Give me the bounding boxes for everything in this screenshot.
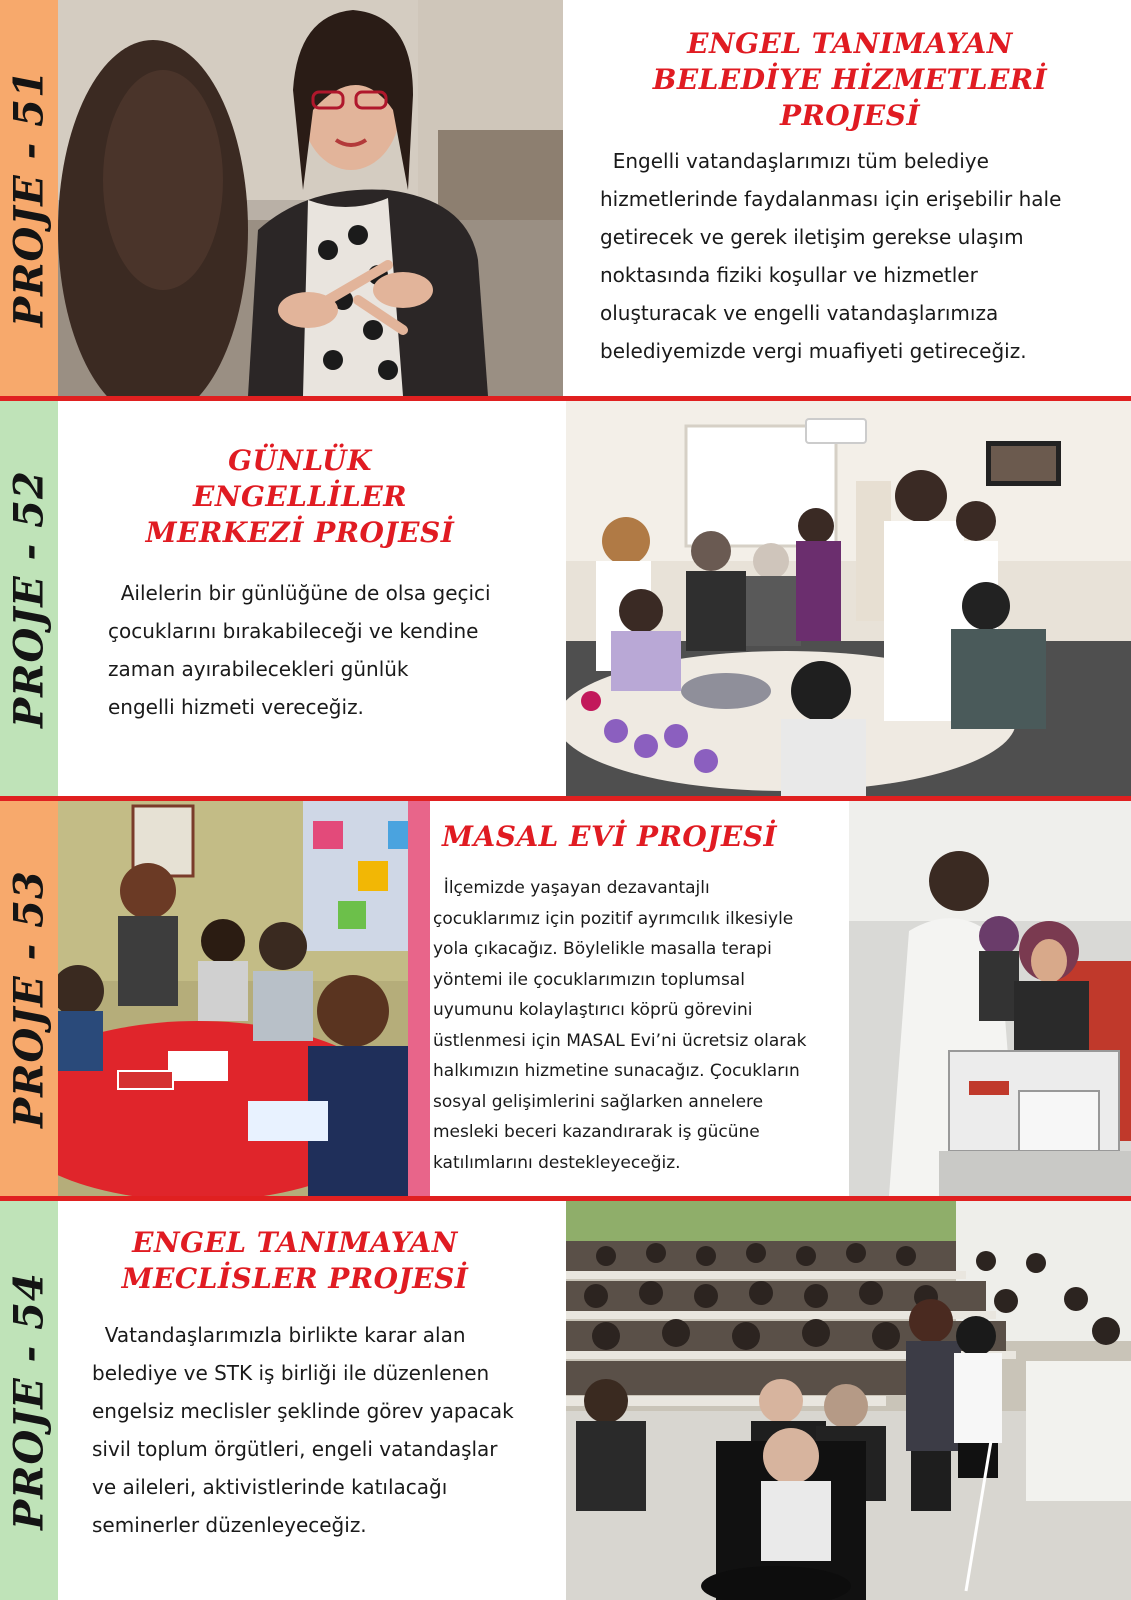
project-53-photo-sewing-workshop [849, 801, 1131, 1196]
project-52-tab [0, 401, 58, 796]
project-54-section [0, 1201, 1131, 1600]
project-53-tab-label: PROJE - 53 [5, 869, 53, 1128]
project-54-tab-label: PROJE - 54 [5, 1271, 53, 1530]
project-51-photo-sign-language [58, 0, 563, 396]
project-54-tab [0, 1201, 58, 1600]
project-51-tab-label: PROJE - 51 [5, 69, 53, 327]
project-52-title: GÜNLÜK ENGELLİLER MERKEZİ PROJESİ [145, 444, 455, 549]
project-52-section [0, 401, 1131, 796]
project-53-tab [0, 801, 58, 1196]
project-51-tab [0, 0, 58, 396]
project-52-tab-label: PROJE - 52 [5, 469, 53, 728]
project-54-description: Vatandaşlarımızla birlikte karar alan belediye ve STK iş birliği ile düzenlenen engelsiz meclisler şeklinde görev yapacak sivil toplum örgütleri, engeli vatandaşlar ve aileleri, aktivistlerinde katılacağı seminerler düzenleyeceğiz. [92, 1323, 514, 1537]
project-53-photo-classroom [58, 801, 430, 1196]
project-53-title: MASAL EVİ PROJESİ [442, 820, 778, 853]
project-53-description: İlçemizde yaşayan dezavantajlı çocuklarımız için pozitif ayrımcılık ilkesiyle yola çıkacağız. Böylelikle masalla terapi yöntemi ile çocuklarımızın toplumsal uyumunu kolaylaştırıcı köprü görevini üstlenmesi için MASAL Evi’ni ücretsiz olarak halkımızın hizmetine sunacağız. Çocukların sosyal gelişimlerini sağlarken annelere mesleki beceri kazandırarak iş gücüne katılımlarını destekleyeceğiz. [433, 878, 807, 1173]
project-54-title: ENGEL TANIMAYAN MECLİSLER PROJESİ [121, 1226, 469, 1295]
project-51-section [0, 0, 1131, 396]
project-52-description: Ailelerin bir günlüğüne de olsa geçici çocuklarını bırakabileceği ve kendine zaman ayırabilecekleri günlük engelli hizmeti vereceğiz. [108, 581, 491, 719]
project-54-photo-seminar-hall [566, 1201, 1131, 1600]
project-51-title: ENGEL TANIMAYAN BELEDİYE HİZMETLERİ PROJESİ [652, 27, 1048, 132]
project-51-description: Engelli vatandaşlarımızı tüm belediye hizmetlerinde faydalanması için erişebilir hale getirecek ve gerek iletişim gerekse ulaşım noktasında fiziki koşullar ve hizmetler oluşturacak ve engelli vatandaşlarımıza belediyemizde vergi muafiyeti getireceğiz. [600, 149, 1062, 363]
project-53-section [0, 801, 1131, 1196]
project-52-photo-activity-room [566, 401, 1131, 796]
